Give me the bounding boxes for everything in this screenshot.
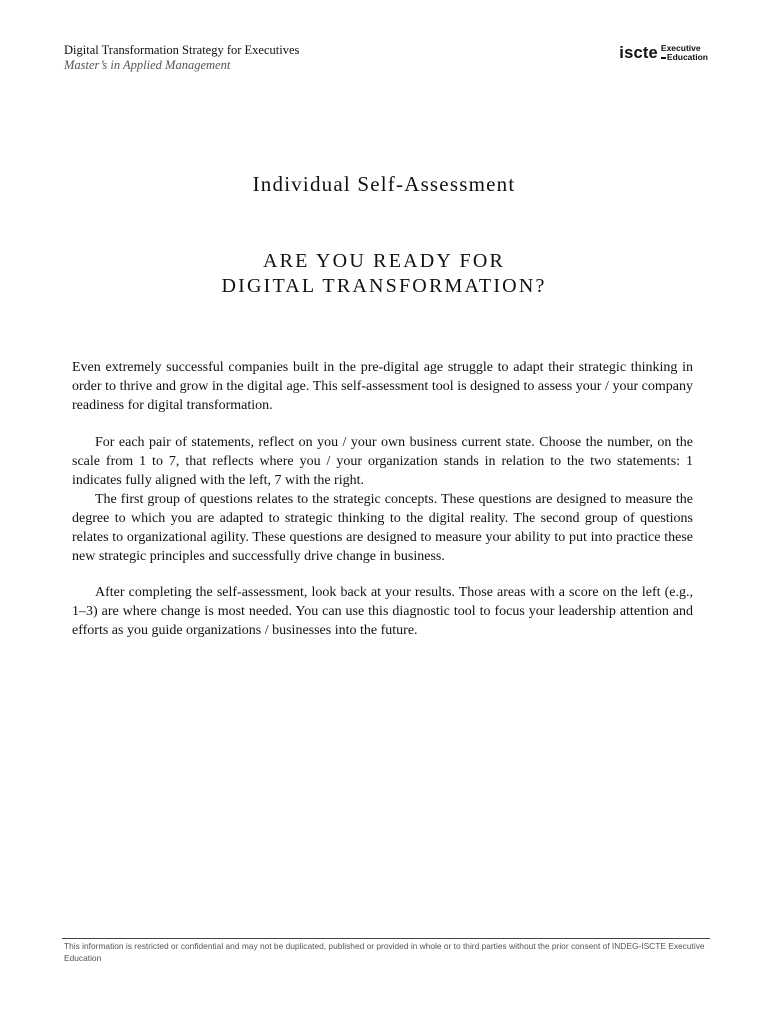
instructions-paragraph: For each pair of statements, reflect on you / your own business current state. Choose the number, on the scale from 1 to 7, that reflects where you / your organization stands in relation to the two statements: 1 indicates fully aligned with the left, 7 with the right. — [72, 435, 693, 488]
logo-line-education-wrap — [661, 53, 708, 62]
headline-line-2: DIGITAL TRANSFORMATION? — [221, 275, 547, 297]
logo-line-education: Education — [666, 52, 708, 62]
footer-divider — [62, 938, 710, 939]
instructions-block — [72, 433, 693, 566]
logo-wordmark: iscte — [619, 44, 658, 62]
headline-line-1: ARE YOU READY FOR — [262, 250, 506, 272]
intro-text: Even extremely successful companies built in the pre-digital age struggle to adapt their strategic thinking in order to thrive and grow in the digital age. This self-assessment tool is designed to assess your / your company readiness for digital transformation. — [72, 360, 693, 413]
after-paragraph: After completing the self-assessment, look back at your results. Those areas with a score on the left (e.g., 1–3) are where change is most needed. You can use this diagnostic tool to focus your leadership attention and efforts as you guide organizations / businesses into the future. — [72, 585, 693, 638]
iscte-logo — [619, 42, 708, 64]
document-subtitle: Master’s in Applied Management — [64, 58, 231, 72]
confidentiality-notice: This information is restricted or confidential and may not be duplicated, published or provided in whole or to third parties without the prior consent of INDEG-ISCTE Executive Education — [64, 941, 705, 963]
section-title: Individual Self-Assessment — [252, 172, 516, 196]
logo-dash-icon — [661, 57, 666, 59]
document-title: Digital Transformation Strategy for Executives — [64, 43, 300, 57]
logo-tagline — [661, 44, 708, 62]
logo-line-executive: Executive — [660, 43, 701, 53]
after-block — [72, 583, 693, 640]
question-groups-paragraph: The first group of questions relates to the strategic concepts. These questions are designed to measure the degree to which you are adapted to strategic thinking to the digital reality. The second group of questions relates to organizational agility. These questions are designed to measure your ability to put into practice these new strategic principles and successfully drive change in business. — [72, 492, 693, 564]
page-header — [64, 42, 714, 82]
intro-paragraph — [72, 358, 693, 415]
